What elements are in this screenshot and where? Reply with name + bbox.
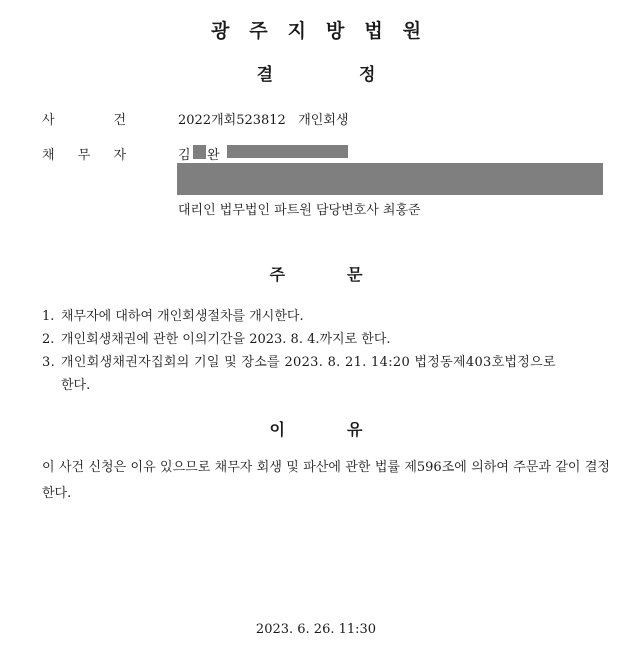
reason-heading: 이유 — [269, 420, 425, 439]
debtor-agent: 대리인 법무법인 파트원 담당변호사 최홍준 — [178, 203, 421, 218]
order-item: 2. 개인회생채권에 관한 이의기간을 2023. 8. 4.까지로 한다. — [42, 332, 391, 347]
case-label: 사 건 — [42, 113, 126, 128]
redaction-box — [227, 145, 348, 158]
order-item: 3. 개인회생채권자집회의 기일 및 장소를 2023. 8. 21. 14:20 법정동제403호법정으로 — [42, 355, 556, 370]
debtor-name-last: 완 — [207, 148, 220, 163]
order-item-continuation: 한다. — [61, 378, 91, 393]
debtor-name-first: 김 — [178, 148, 191, 163]
court-name: 광주지방법원 — [210, 20, 442, 42]
reason-text: 이 사건 신청은 이유 있으므로 채무자 회생 및 파산에 관한 법률 제596조에 의하여 주문과 같이 결정한다. — [42, 460, 610, 501]
redaction-box — [193, 145, 206, 159]
decision-date: 2023. 6. 26. 11:30 — [255, 622, 377, 637]
order-heading: 주문 — [269, 265, 425, 284]
redaction-box — [177, 163, 603, 195]
order-item: 1. 채무자에 대하여 개인회생절차를 개시한다. — [42, 309, 304, 324]
debtor-label: 채 무 자 — [42, 148, 126, 163]
case-number: 2022개회523812 개인회생 — [178, 113, 349, 128]
document-type-title: 결정 — [256, 65, 462, 85]
